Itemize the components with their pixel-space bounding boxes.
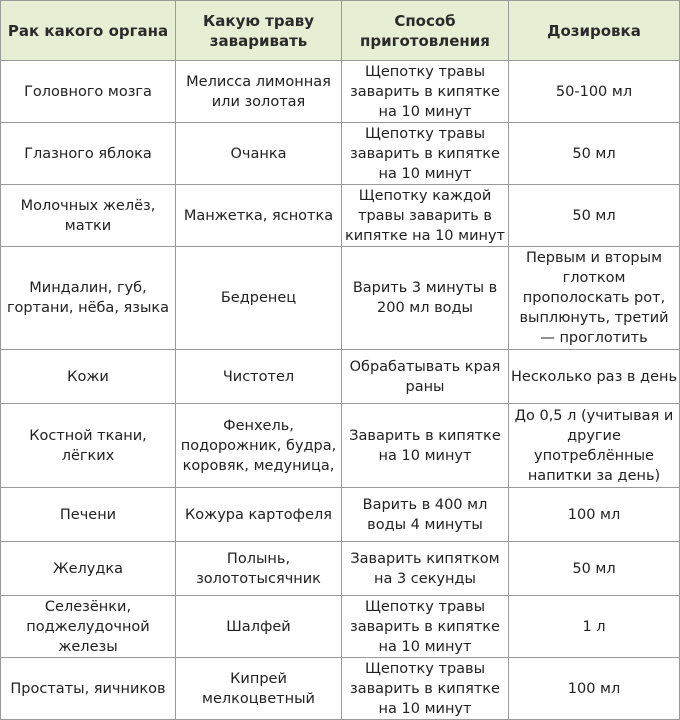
cell-method: Заварить в кипятке на 10 минут [342, 404, 509, 488]
cell-method: Варить в 400 мл воды 4 минуты [342, 488, 509, 542]
header-herb: Какую траву заваривать [176, 1, 342, 61]
cell-method: Щепотку травы заварить в кипятке на 10 минут [342, 123, 509, 185]
cell-organ: Глазного яблока [1, 123, 176, 185]
cell-herb: Шалфей [176, 596, 342, 658]
cell-dose: 100 мл [509, 488, 680, 542]
cell-method: Варить 3 минуты в 200 мл воды [342, 247, 509, 350]
table-row [1, 61, 680, 123]
cell-herb: Полынь, золототысячник [176, 542, 342, 596]
header-method: Способ приготовления [342, 1, 509, 61]
cell-organ: Молочных желёз, матки [1, 185, 176, 247]
cell-dose: Первым и вторым глотком прополоскать рот, выплюнуть, третий — проглотить [509, 247, 680, 350]
table-row [1, 185, 680, 247]
table-row [1, 488, 680, 542]
table-row [1, 247, 680, 350]
cell-organ: Головного мозга [1, 61, 176, 123]
cell-dose: 100 мл [509, 658, 680, 720]
cell-dose: 50 мл [509, 542, 680, 596]
cell-dose: 50 мл [509, 123, 680, 185]
header-dose: Дозировка [509, 1, 680, 61]
cell-dose: 50 мл [509, 185, 680, 247]
cell-organ: Простаты, яичников [1, 658, 176, 720]
header-row [1, 1, 680, 61]
cell-dose: 50-100 мл [509, 61, 680, 123]
cell-herb: Чистотел [176, 350, 342, 404]
cell-method: Щепотку травы заварить в кипятке на 10 минут [342, 61, 509, 123]
cell-method: Щепотку каждой травы заварить в кипятке на 10 минут [342, 185, 509, 247]
header-organ: Рак какого органа [1, 1, 176, 61]
cell-method: Щепотку травы заварить в кипятке на 10 минут [342, 658, 509, 720]
cell-herb: Манжетка, яснотка [176, 185, 342, 247]
cell-organ: Костной ткани, лёгких [1, 404, 176, 488]
table-row [1, 404, 680, 488]
cell-method: Щепотку травы заварить в кипятке на 10 минут [342, 596, 509, 658]
cell-herb: Кожура картофеля [176, 488, 342, 542]
table-row [1, 596, 680, 658]
cell-organ: Кожи [1, 350, 176, 404]
cell-dose: 1 л [509, 596, 680, 658]
cell-herb: Мелисса лимонная или золотая [176, 61, 342, 123]
cell-dose: Несколько раз в день [509, 350, 680, 404]
cell-organ: Миндалин, губ, гортани, нёба, языка [1, 247, 176, 350]
table-row [1, 542, 680, 596]
cell-herb: Очанка [176, 123, 342, 185]
cell-method: Заварить кипятком на 3 секунды [342, 542, 509, 596]
cell-organ: Селезёнки, поджелудочной железы [1, 596, 176, 658]
cell-herb: Кипрей мелкоцветный [176, 658, 342, 720]
table-row [1, 123, 680, 185]
cell-herb: Фенхель, подорожник, будра, коровяк, медуница, [176, 404, 342, 488]
cell-method: Обрабатывать края раны [342, 350, 509, 404]
table-row [1, 350, 680, 404]
cell-organ: Печени [1, 488, 176, 542]
cell-herb: Бедренец [176, 247, 342, 350]
table-row [1, 658, 680, 720]
cell-organ: Желудка [1, 542, 176, 596]
cell-dose: До 0,5 л (учитывая и другие употреблённые напитки за день) [509, 404, 680, 488]
